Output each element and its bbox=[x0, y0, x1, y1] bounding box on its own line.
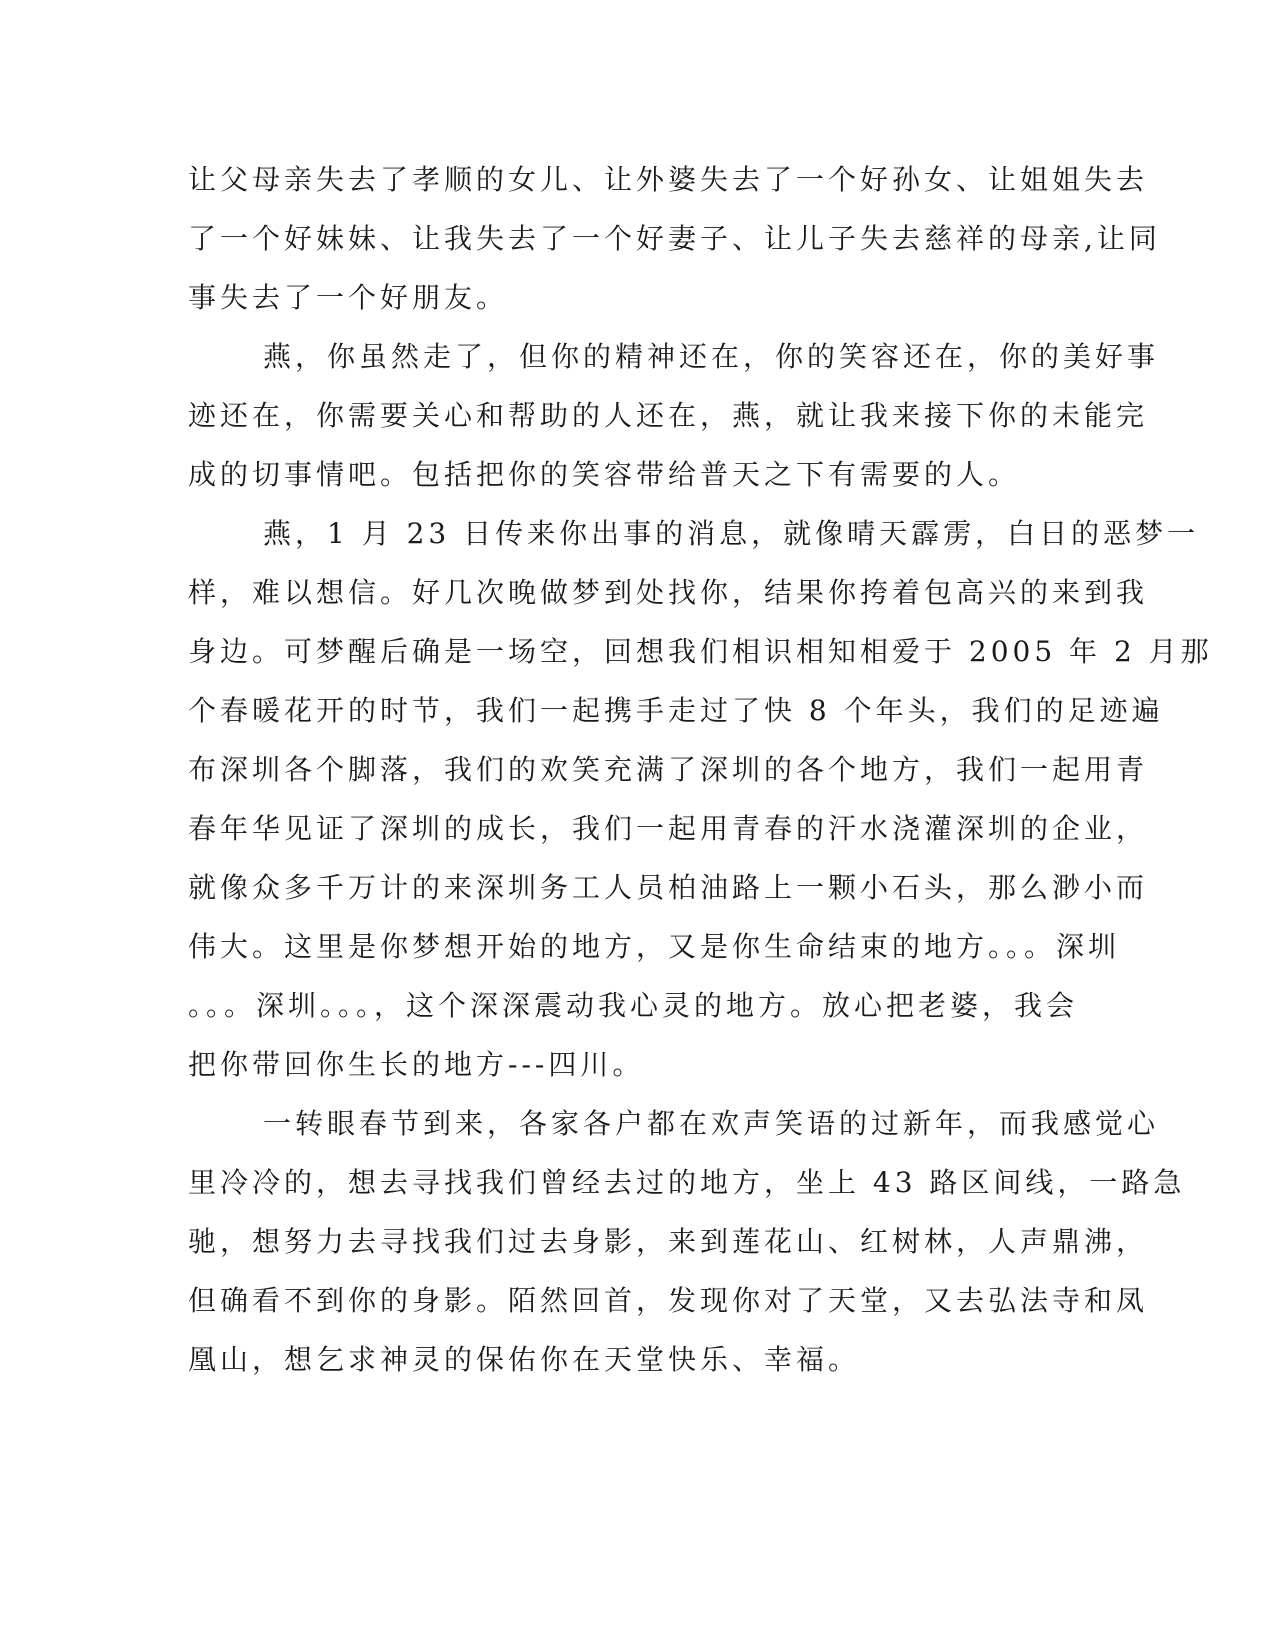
text-line: 但确看不到你的身影。陌然回首，发现你对了天堂，又去弘法寺和凤 bbox=[188, 1284, 1149, 1317]
text-line: 让父母亲失去了孝顺的女儿、让外婆失去了一个好孙女、让姐姐失去 bbox=[188, 163, 1149, 196]
paragraph-first-line: 一转眼春节到来，各家各户都在欢声笑语的过新年，而我感觉心 bbox=[263, 1107, 1160, 1140]
text-line: 了一个好妹妹、让我失去了一个好妻子、让儿子失去慈祥的母亲,让同 bbox=[188, 222, 1161, 255]
paragraph-first-line: 燕，1 月 23 日传来你出事的消息，就像晴天霹雳，白日的恶梦一 bbox=[263, 517, 1200, 550]
text-line: 里冷冷的，想去寻找我们曾经去过的地方，坐上 43 路区间线，一路急 bbox=[188, 1166, 1186, 1199]
text-line: 凰山，想乞求神灵的保佑你在天堂快乐、幸福。 bbox=[188, 1343, 861, 1376]
text-line: 样，难以想信。好几次晚做梦到处找你，结果你挎着包高兴的来到我 bbox=[188, 576, 1149, 609]
text-line: 成的切事情吧。包括把你的笑容带给普天之下有需要的人。 bbox=[188, 458, 1021, 491]
paragraph-first-line: 燕，你虽然走了，但你的精神还在，你的笑容还在，你的美好事 bbox=[263, 340, 1160, 373]
text-line: 事失去了一个好朋友。 bbox=[188, 281, 509, 314]
text-line: 。。。深圳。。。，这个深深震动我心灵的地方。放心把老婆，我会 bbox=[188, 989, 1079, 1022]
text-line: 驰，想努力去寻找我们过去身影，来到莲花山、红树林，人声鼎沸， bbox=[188, 1225, 1149, 1258]
text-line: 迹还在，你需要关心和帮助的人还在，燕，就让我来接下你的未能完 bbox=[188, 399, 1149, 432]
text-line: 身边。可梦醒后确是一场空，回想我们相识相知相爱于 2005 年 2 月那 bbox=[188, 635, 1213, 668]
text-line: 春年华见证了深圳的成长，我们一起用青春的汗水浇灌深圳的企业， bbox=[188, 812, 1149, 845]
text-line: 伟大。这里是你梦想开始的地方，又是你生命结束的地方。。。深圳 bbox=[188, 930, 1121, 963]
text-line: 布深圳各个脚落，我们的欢笑充满了深圳的各个地方，我们一起用青 bbox=[188, 753, 1149, 786]
text-line: 个春暖花开的时节，我们一起携手走过了快 8 个年头，我们的足迹遍 bbox=[188, 694, 1164, 727]
text-line: 就像众多千万计的来深圳务工人员柏油路上一颗小石头，那么渺小而 bbox=[188, 871, 1149, 904]
text-line: 把你带回你生长的地方---四川。 bbox=[188, 1048, 645, 1081]
